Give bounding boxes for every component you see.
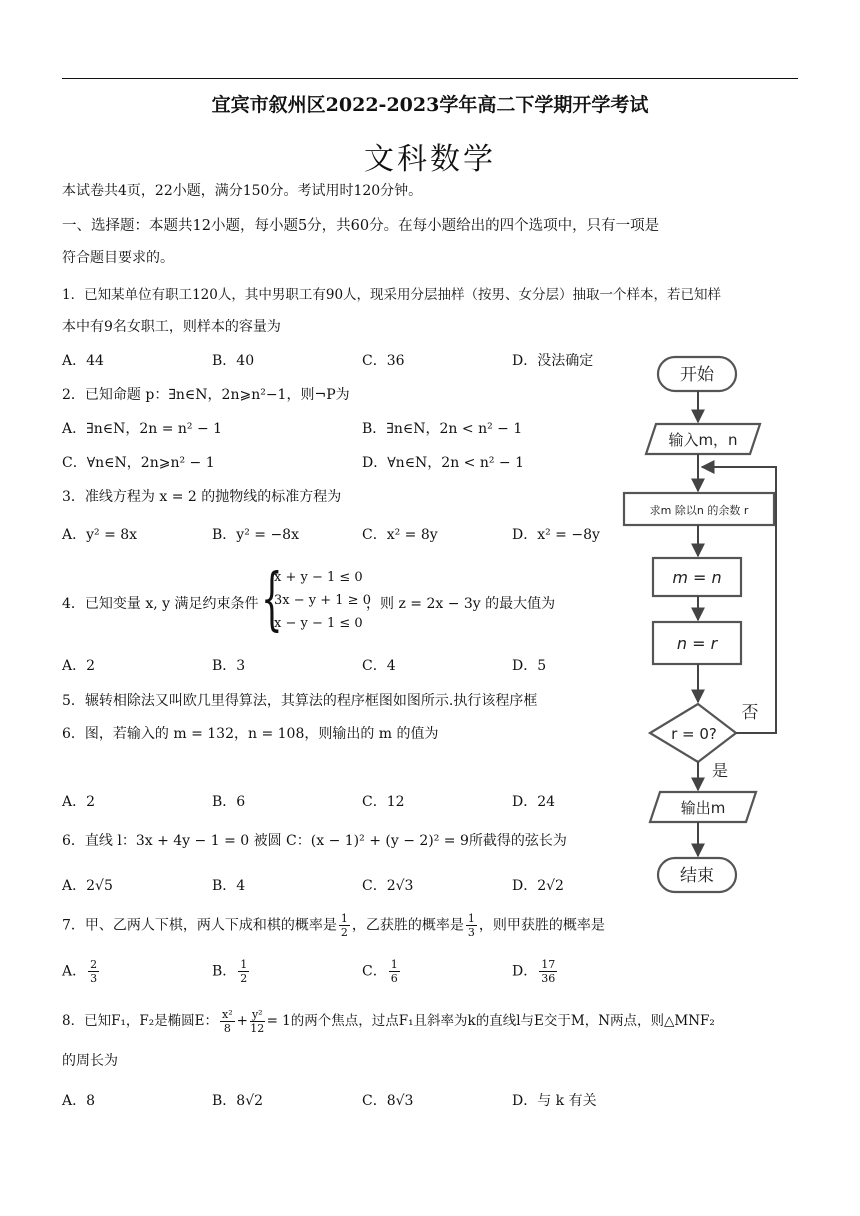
q1-option-c: C．36: [362, 353, 405, 369]
q2-option-c: C．∀n∈N，2n⩾n² − 1: [62, 455, 215, 471]
q4-option-a: A．2: [62, 658, 96, 674]
flow-yes-label: 是: [711, 761, 729, 780]
q6-option-c: C．2√3: [362, 878, 414, 894]
flow-start-text: 开始: [680, 365, 714, 385]
q1-stem-cont: 本中有9名女职工，则样本的容量为: [62, 319, 281, 335]
flow-decision-text: r = 0?: [671, 725, 717, 743]
flow-remainder-text: 求m 除以n 的余数 r: [649, 504, 749, 517]
q3-option-d: D．x² = −8y: [512, 527, 600, 543]
flow-no-label: 否: [741, 703, 759, 723]
q6-option-b: B．4: [212, 878, 246, 894]
q8-option-c: C．8√3: [362, 1093, 414, 1109]
q8-stem: 8．已知F₁，F₂是椭圆E： $\frac{\text{x²}}{8}$ + $\frac{\text{y²}}{12}$ = 1的两个焦点，过点F₁且斜率为k的直线l与E交于M，N两点，则△MNF₂: [62, 1008, 715, 1035]
flow-assign-n-text: n = r: [676, 634, 718, 653]
q5-stem-cont: 6．图，若输入的 m = 132，n = 108，则输出的 m 的值为: [62, 726, 439, 742]
q4-constraint-3: x − y − 1 ≤ 0: [274, 616, 363, 631]
flow-output-text: 输出m: [680, 799, 726, 817]
section1-heading-cont: 符合题目要求的。: [62, 250, 174, 266]
exam-intro: 本试卷共4页，22小题，满分150分。考试用时120分钟。: [62, 183, 423, 199]
q3-option-a: A．y² = 8x: [62, 527, 138, 543]
q7-frac-b-win: $\frac{1}{3}$: [467, 912, 475, 939]
flow-end-text: 结束: [680, 866, 714, 886]
q7-option-a: A． $\frac{2}{3}$: [62, 958, 98, 985]
q7-option-c: C． $\frac{1}{6}$: [362, 958, 398, 985]
q6-stem: 6．直线 l：3x + 4y − 1 = 0 被圆 C：(x − 1)² + (y − 2)² = 9所截得的弦长为: [62, 833, 567, 849]
q4-constraint-2: 3x − y + 1 ≥ 0: [274, 593, 371, 608]
q4-option-d: D．5: [512, 658, 547, 674]
euclid-flowchart: [610, 350, 790, 900]
q3-option-b: B．y² = −8x: [212, 527, 299, 543]
q2-option-d: D．∀n∈N，2n < n² − 1: [362, 455, 525, 471]
q7-stem: 7．甲、乙两人下棋，两人下成和棋的概率是 $\frac{1}{2}$ ，乙获胜的概率是 $\frac{1}{3}$ ，则甲获胜的概率是: [62, 912, 605, 939]
q3-option-c: C．x² = 8y: [362, 527, 438, 543]
q1-option-d: D．没法确定: [512, 353, 594, 369]
q5-option-c: C．12: [362, 794, 405, 810]
q8-option-b: B．8√2: [212, 1093, 264, 1109]
q4-constraint-1: x + y − 1 ≤ 0: [274, 570, 363, 585]
q4-option-b: B．3: [212, 658, 246, 674]
subject-title: 文科数学: [364, 142, 496, 177]
q7-option-d: D． $\frac{17}{36}$: [512, 958, 556, 985]
q5-option-d: D．24: [512, 794, 556, 810]
q7-frac-draw: $\frac{1}{2}$: [340, 912, 348, 939]
q5-option-b: B．6: [212, 794, 246, 810]
q3-stem: 3．准线方程为 x = 2 的抛物线的标准方程为: [62, 489, 342, 505]
q5-option-a: A．2: [62, 794, 96, 810]
q8-stem-cont: 的周长为: [62, 1053, 118, 1069]
q5-stem: 5．辗转相除法又叫欧几里得算法，其算法的程序框图如图所示.执行该程序框: [62, 693, 538, 709]
q8-option-d: D．与 k 有关: [512, 1093, 597, 1109]
q2-stem: 2．已知命题 p：∃n∈N，2n⩾n²−1，则¬P为: [62, 387, 350, 403]
q1-option-b: B．40: [212, 353, 255, 369]
q7-option-b: B． $\frac{1}{2}$: [212, 958, 248, 985]
q4-brace: {: [261, 560, 283, 639]
q4-stem-post: ，则 z = 2x − 3y 的最大值为: [366, 596, 556, 612]
q1-option-a: A．44: [62, 353, 104, 369]
flow-input-text: 输入m，n: [668, 431, 738, 449]
flow-assign-m-text: m = n: [672, 568, 722, 587]
q1-stem: 1．已知某单位有职工120人，其中男职工有90人，现采用分层抽样（按男、女分层）抽取一个样本，若已知样: [62, 287, 722, 303]
q6-option-d: D．2√2: [512, 878, 564, 894]
q2-option-a: A．∃n∈N，2n = n² − 1: [62, 421, 223, 437]
exam-title: 宜宾市叙州区2022-2023学年高二下学期开学考试: [211, 94, 649, 116]
q4-option-c: C．4: [362, 658, 396, 674]
q8-option-a: A．8: [62, 1093, 96, 1109]
q4-stem-pre: 4．已知变量 x, y 满足约束条件: [62, 596, 259, 612]
section1-heading: 一、选择题：本题共12小题，每小题5分，共60分。在每小题给出的四个选项中，只有一项是: [62, 218, 660, 234]
q6-option-a: A．2√5: [62, 878, 113, 894]
q2-option-b: B．∃n∈N，2n < n² − 1: [362, 421, 523, 437]
header-rule: [62, 78, 798, 79]
